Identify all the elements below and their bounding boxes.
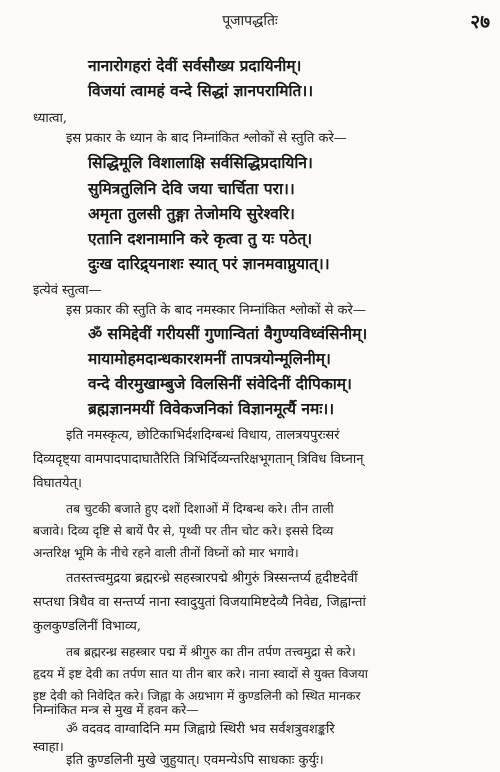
verse-line: विजयां त्वामहं वन्दे सिद्धां ज्ञानपरामिति।। (88, 81, 314, 100)
prose-line: इति कुण्डलिनी मुखे जुहुयात्। एवमन्येऽपि साधकाः कुर्युः। (66, 753, 324, 768)
prose-line: इत्येवं स्तुत्वा— (33, 283, 102, 298)
verse-line: अमृता तुलसी तुङ्गा तेजोमयि सुरेश्वरि। (88, 204, 295, 223)
prose-line: कुलकुण्डलिनीं विभाव्य, (33, 619, 142, 634)
prose-line: दिव्यदृष्ट्या वामपादपादाघातैरिति त्रिभिर्दिव्यन्तरिक्षभूगतान् त्रिविध विघ्नान् (33, 452, 364, 467)
verse-line: वन्दे वीरमुखाम्बुजे विलसिनीं संवेदिनीं दीपिकाम्। (88, 374, 352, 393)
running-title: पूजापद्धतिः (222, 13, 278, 29)
prose-line: तब ब्रह्मरन्ध्र सहस्त्रार पद्म में श्रीगुरु का तीन तर्पण तत्त्वमुद्रा से करे। (66, 645, 356, 659)
page-number: २७ (470, 11, 490, 33)
prose-line: ततस्तत्त्वमुद्रया ब्रह्मरन्ध्रे सहस्त्रारपद्मे श्रीगुरुं त्रिस्सन्तर्प्य हृदीष्टदेवीं (66, 571, 358, 586)
prose-line: इस प्रकार की स्तुति के बाद नमस्कार निम्नांकित श्लोकों से करे— (66, 303, 366, 318)
prose-line: तब चुटकी बजाते हुए दशों दिशाओं में दिग्बन्ध करे। तीन ताली (66, 502, 334, 516)
prose-line: हृदय में इष्ट देवी का तर्पण सात या तीन बार करे। नाना स्वादों से युक्त विजया (33, 667, 368, 681)
prose-line: बजावे। दिव्य दृष्टि से बायें पैर से, पृथ्वी पर तीन चोट करे। इससे दिव्य (33, 524, 334, 538)
mantra-line: स्वाहा। (33, 740, 64, 755)
prose-line: निम्नांकित मन्त्र से मुख में हवन करे— (33, 703, 199, 717)
prose-line: इष्ट देवी को निवेदित करे। जिह्वा के अग्रभाग में कुण्डलिनी को स्थित मानकर (33, 689, 361, 703)
verse-line: सिद्धिमूलि विशालाक्षि सर्वसिद्धिप्रदायिनि। (88, 153, 313, 172)
prose-line: इस प्रकार के ध्यान के बाद निम्नांकित श्लोकों से स्तुति करे— (66, 131, 347, 146)
verse-line: ॐ समिद्देवीं गरीयसीं गुणान्वितां वैगुण्यविध्वंसिनीम्। (88, 324, 368, 343)
verse-line: सुमित्रतुलिनि देवि जया चार्चिता परा।। (88, 179, 295, 198)
verse-line: एतानि दशनामानि करे कृत्वा तु यः पठेत्। (88, 229, 313, 248)
verse-line: ब्रह्मज्ञानमयीं विवेकजनिकां विज्ञानमूर्त्यै नमः।। (88, 399, 335, 418)
verse-line: मायामोहमदान्धकारशमनीं तापत्रयोन्मूलिनीम्। (88, 349, 331, 368)
verse-line: नानारोगहरां देवीं सर्वसौख्य प्रदायिनीम्। (88, 56, 302, 75)
page-header (0, 8, 500, 32)
verse-line: दुःख दारिद्र्यनाशः स्यात् परं ज्ञानमवाप्नुयात्।। (88, 254, 330, 273)
mantra-line: ॐ वदवद वाग्वादिनि मम जिह्वाग्रे स्थिरी भव सर्वशत्रुवशङ्करि (66, 722, 335, 737)
prose-line: सप्तधा त्रिधैव वा सन्तर्प्य नाना स्वादुयुतां विजयामिष्टदेव्यै निवेद्य, जिह्वान्तां (33, 595, 366, 610)
prose-line: अन्तरिक्ष भूमि के नीचे रहने वाली तीनों विघ्नों को मार भगावे। (33, 546, 299, 560)
prose-line: विघातयेत्। (33, 476, 82, 491)
prose-line: इति नमस्कृत्य, छोटिकाभिर्दशदिग्बन्धं विधाय, तालत्रयपुरःसरं (66, 428, 340, 443)
prose-line: ध्यात्वा, (33, 111, 67, 126)
